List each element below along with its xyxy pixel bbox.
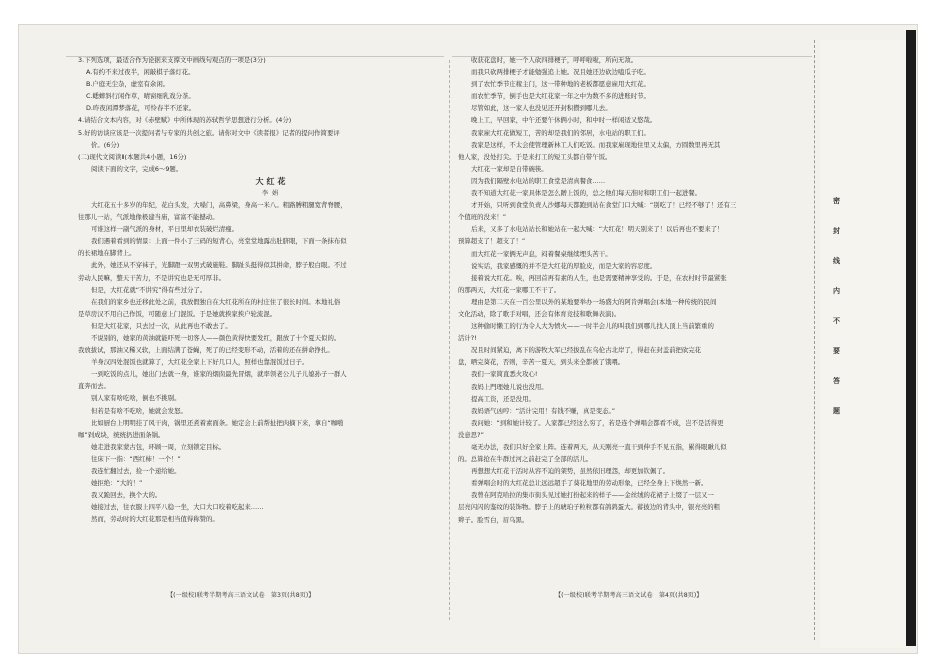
text-line: 没意思?” <box>458 430 484 439</box>
text-line: 咖”剁成块，统统扔进面条锅。 <box>78 430 165 439</box>
seal-char: 密 <box>833 197 840 205</box>
text-line: 然而，劳动时的大红花那是相当值得称赞的。 <box>91 515 219 524</box>
text-line: 再想想大红花干活时从容不迫的架势，虽然依旧理怨，却更加钦佩了。 <box>471 467 670 476</box>
text-line: 是草房汉不用自己作饭，可随意上门混饭。于是她就挨家挨户轮流混。 <box>78 309 277 318</box>
text-line: 我问她：“到和她计较了。人家都已经这么穷了，若是连个弹唱会都看不成，岂不是活得更 <box>471 418 724 427</box>
text-line: 一到吃饭的点儿，她出门去就一身，谁家的烟囱最先冒烟，就率领老公儿子儿媳孙子一群人 <box>91 370 347 379</box>
text-line: 尽管如此，这一家人也没见还开封积攒到哪儿去。 <box>471 104 612 113</box>
text-line: 比如厨台上明明挂了风干肉，锅里还煮着素面条。她定会上前帮扯把肉摘下来，拿自“咖啪 <box>91 418 344 427</box>
text-line: 羊身汉四处混饭也就算了，大红花全家上下好几口人，照样也靠混饭过日子。 <box>91 358 309 367</box>
seal-char: 要 <box>833 347 840 355</box>
text-line: 劳动人民嘛，整天干苦力，不是讲究也是无可厚非。 <box>78 273 225 282</box>
seal-char: 封 <box>833 227 840 235</box>
text-line: 毫无办法，我们只好全家上阵。连着两天，从天刚亮一直干到伸手不见五指，累得眼瞅儿似 <box>471 443 727 451</box>
text-line: 价。(6分) <box>91 140 120 149</box>
article-author: 李娟 <box>261 189 283 197</box>
text-line: 她拒绝：“大的！” <box>91 479 143 488</box>
text-line: 的。总算抢在牛群过河之前赶完了全部的活儿。 <box>458 455 593 464</box>
seal-cut-line <box>814 40 815 640</box>
text-line: A.有约不来过夜半，闲敲棋子落灯花。 <box>86 68 195 77</box>
text-line: 我连忙翻过去，捡一个递给她。 <box>91 467 181 475</box>
text-line: (二)现代文阅读Ⅱ(本题共4小题，16分) <box>78 152 187 161</box>
text-line: 3.下列选项，最适合作为论据来支撑文中画线句观点的一项是(3分) <box>78 56 266 64</box>
text-line: 这种偷时懒工的行为令人大为愤火——一时半会儿的叫我们到哪儿找人顶上当前繁重的 <box>471 322 714 331</box>
text-line: 可谁这样一副气派的身材，平日里却衣装破烂清瘦。 <box>91 225 238 234</box>
text-line: 我曾在阿克哈拉的集市街头见过她打扮起来的样子——金丝绒的花裙子上缀了一层又一 <box>471 491 714 500</box>
text-line: 我们一家简直悉火攻心! <box>471 370 538 379</box>
text-line: 预算超支了！超支了！” <box>458 237 526 246</box>
text-line: 而大红花一家俩无声息，闷着餐桌继续埋头苦干。 <box>471 249 612 258</box>
text-line: 我放拔试，那油又稀又软，上面结满了苍蝇，死了的已经变形不动，活着的还在拼命挣扎。 <box>78 346 334 355</box>
text-line: D.昨夜闲潭梦落花，可怜春半不还家。 <box>86 104 196 113</box>
text-line: 活计?! <box>458 334 477 343</box>
text-line: 往那儿一站，气派地像极建当庙，富富不能撼动。 <box>78 213 219 222</box>
text-line: 盘，晒完葵花，否则，辛苦一夏天，到头来全都被了饿喂。 <box>458 358 625 367</box>
text-line: 但是，大红花就“不讲究”得有些过分了。 <box>91 285 207 294</box>
text-line: 但若是有啥不吃啥，她就会发怒。 <box>91 406 187 415</box>
text-line: 才开始，只听到食堂负责人沙娜每天都跑到站在食堂门口大喊：“别吃了！已经不够了！还有三 <box>471 201 737 210</box>
page-footer-4: 【(一级校)联考半期考高三语文试卷 第4页(共8页)】 <box>555 592 703 599</box>
text-line: 她接过去，往衣服上四平八稳一坐，大口大口咬着吃起来…… <box>91 503 264 512</box>
seal-char: 不 <box>833 317 840 325</box>
text-line: 况且时间紧迫，离下的游牧大军已经拔乱在乌伦古北岸了，得赶在封盖前把砍完花 <box>471 346 702 355</box>
text-line: 5.好的访谈应该是一次提问者与专家的共创之旅。请你对文中《读者报》记者的提问作简要评 <box>78 128 340 137</box>
text-line: 因为我们隔壁水电站的职工食堂是清真餐食…… <box>471 176 606 185</box>
text-line: 不说别的，她家的黄油就能吓死一切客人——颜色黄得快要发红，跟放了十个夏天似的。 <box>91 333 341 342</box>
seal-char: 线 <box>833 257 840 265</box>
exam-page-4 <box>458 54 846 526</box>
text-line: 文化活动，除了歌手对唱，还会有体育竞技和歌舞表演)。 <box>458 309 621 318</box>
text-line: 理由是第二天在一百公里以外的某地要举办一场盛大的阿肯弹唱会(本地一种传统的民间 <box>471 297 717 306</box>
text-line: 提高工资，还是没用。 <box>471 394 535 403</box>
text-line: 她走进我家蒙古包，环顾一周，立刻锁定目标。 <box>91 442 226 451</box>
seal-warning-text <box>833 196 843 436</box>
seal-char: 内 <box>833 287 840 295</box>
page-footer-3: 【(一级校)联考半期考高三语文试卷 第3页(共8页)】 <box>167 592 315 599</box>
text-line: 直奔而去。 <box>78 382 110 391</box>
text-line: 看弹唱会时的大红花总让远远超手了葵花地里的劳动形象，已经全身上下焕然一新。 <box>471 479 708 488</box>
text-line: 的那两天，大红花一家哪工不干了。 <box>458 285 561 294</box>
text-line: 我不知道大红花一家具体是怎么蹭上饭的，总之他们每天准时和职工们一起进餐。 <box>471 189 702 198</box>
text-line: 而农忙季节，倒手也是大红花家一年之中为数不多的进账时节。 <box>471 92 650 101</box>
text-line: 收获花盘时，她一个人砍四排梗子，呼呼啦啦，所向无敌。 <box>471 56 638 64</box>
text-line: 到了农忙季节庄稼主门，这一带种地的老板都愿意雇用大红花。 <box>471 80 650 89</box>
text-line: 但是大红花家，只去过一次，从此再也不敢去了。 <box>91 321 232 330</box>
text-line: 此外，她还从不穿袜子，光脚蹬一双男式破施鞋。脚趾头挺得似其拼命，脖子般白眼。不过 <box>91 261 347 270</box>
text-line: 我妈语气凶哼：“活计完用！有钱不赚，真是变态。” <box>471 406 616 415</box>
text-line: 后来，又多了水电站站长和她站在一起大喊：“大红花！明天别来了！以后再也不要来了！ <box>471 225 724 234</box>
exam-page-3 <box>78 54 466 525</box>
article-title: 大红花 <box>255 176 289 186</box>
text-line: 个值班的没来！” <box>458 213 507 222</box>
text-line: 我家是这样，不太会使管理新林工人们吃饭。而我家雇现地住里又太偏，方圆数里再无其 <box>471 140 721 149</box>
text-line: 我又跪回去，换个大的。 <box>91 491 162 500</box>
text-line: 层亮闪闪的鉴纹的装饰物。脖子上的琥珀子粒粒都有鸽鹑蛋大。蓄披边的背头中，银亮亮的粗 <box>458 503 721 512</box>
seal-char: 答 <box>833 377 840 385</box>
text-line: 别人家有啥吃啥，倒也不挑剔。 <box>91 394 181 403</box>
text-line: 大红花五十多岁的年纪，花白头发，大嗓门，高鼻梁，身高一米八。粗路膊粗腿宽背脊腰， <box>91 200 347 209</box>
text-line: 的长裙地在脚背上。 <box>78 249 136 258</box>
seal-char: 题 <box>833 407 840 415</box>
text-line: 他人家，没处打尖。于是来打工的短工头都自带午饭。 <box>458 152 612 161</box>
text-line: 我妈上門理她儿说也没用。 <box>471 382 548 391</box>
text-line: 接着说大红花。唉，再回首再有素的人生，也是需要精神享受的。于是，在农村时节最紧张 <box>471 273 727 282</box>
text-line: B.户庭无尘杂，虚室有余闲。 <box>86 80 170 89</box>
text-line: 我家雇大红花做短工，苦的却是我们的邻居，水电站的职工们。 <box>471 128 650 137</box>
text-line: 往床下一指：“西红柿！一个！” <box>91 454 181 463</box>
text-line: 在我们的家乡也迁移此处之前，我放假独自在大红花所在的村庄住了很长时间。本地礼俗 <box>91 297 341 306</box>
text-line: 我们遇着看到的情景：上面一件小了三码的短背心，亮堂堂地露出肚脐眼，下面一条抹布似 <box>91 237 347 246</box>
text-line: 说实话，我家感慨的并不是大红花的厚脸皮，而是大家的容忍度。 <box>471 261 657 270</box>
text-line: 辫子。脸雪白，眉乌黑。 <box>458 515 529 524</box>
text-line: 4.请结合文本内容，对《赤壁赋》中所体现的苏轼哲学思想进行分析。(4分) <box>78 116 292 125</box>
scan-edge <box>906 30 916 646</box>
text-line: C.蟋蟀斜行闲作草，晴窗细乳戏分茶。 <box>86 92 195 101</box>
text-line: 阅读下面的文字，完成6～9题。 <box>91 164 183 173</box>
text-line: 晚上工，早回家，中午还要午休俩小时，和中时一样闲适又悠哉。 <box>471 116 657 125</box>
text-line: 大红花一家却是自带碗筷。 <box>471 164 548 173</box>
text-line: 而我只砍两排梗子才能勉强追上她。况且她还边砍边嗑瓜子吃。 <box>471 68 650 77</box>
